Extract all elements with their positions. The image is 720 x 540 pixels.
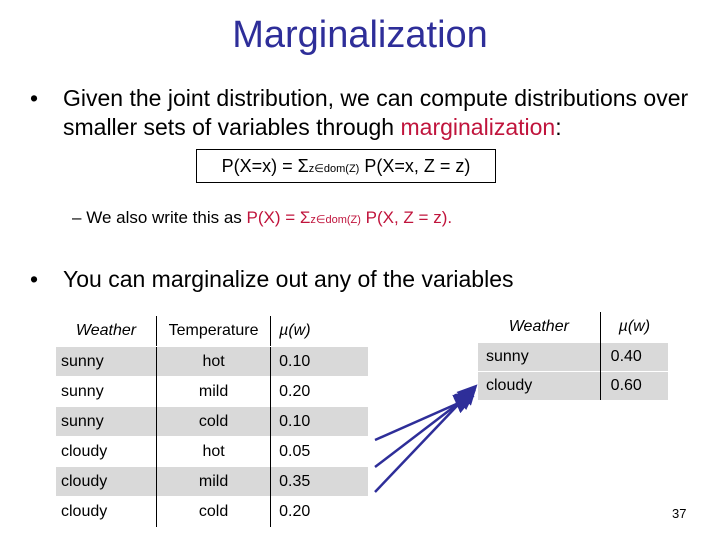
cell-weather: sunny <box>56 407 157 437</box>
marginalization-term: marginalization <box>400 114 556 140</box>
formula-box <box>196 149 496 183</box>
cell-temperature: mild <box>157 467 271 497</box>
table-header-row <box>478 312 668 343</box>
cell-temperature: hot <box>157 347 271 377</box>
cell-weather: sunny <box>56 347 157 377</box>
formula-right: P(X=x, Z = z) <box>359 156 471 176</box>
bullet-text-after: : <box>555 114 562 140</box>
bullet-text: You can marginalize out any of the variables <box>63 266 514 292</box>
bullet-marginalization <box>30 84 690 142</box>
table-row <box>478 343 668 372</box>
cell-weather: cloudy <box>478 372 600 401</box>
sub-formula-right: P(X, Z = z). <box>360 208 453 227</box>
cell-weather: sunny <box>56 377 157 407</box>
bullet-text <box>63 84 690 142</box>
table-row <box>56 407 368 437</box>
cell-probability: 0.60 <box>600 372 668 401</box>
header-weather: Weather <box>508 318 569 335</box>
header-mu: µ(w) <box>600 312 668 343</box>
header-weather: Weather <box>56 316 157 347</box>
sub-bullet <box>72 208 452 228</box>
joint-distribution-table <box>56 316 368 527</box>
sub-formula-subscript: z∈dom(Z) <box>310 214 361 226</box>
table-header-row <box>56 316 368 347</box>
table-row <box>56 467 368 497</box>
bullet-dot: • <box>30 85 39 111</box>
cell-probability: 0.20 <box>271 377 368 407</box>
table-row <box>56 347 368 377</box>
table-row <box>56 497 368 527</box>
cell-probability: 0.10 <box>271 347 368 377</box>
marginal-distribution-table <box>478 312 668 400</box>
table-row <box>478 372 668 401</box>
header-mu: µ(w) <box>271 316 368 347</box>
cell-probability: 0.05 <box>271 437 368 467</box>
formula-subscript: z∈dom(Z) <box>308 163 360 175</box>
arrow-line <box>375 398 470 440</box>
arrow-line <box>375 388 474 492</box>
sub-formula <box>247 208 453 227</box>
sub-text: We also write this as <box>86 208 247 227</box>
cell-weather: cloudy <box>56 437 157 467</box>
header-temperature: Temperature <box>157 316 271 347</box>
table-row <box>56 437 368 467</box>
bullet-dot: • <box>30 266 39 292</box>
cell-weather: cloudy <box>56 467 157 497</box>
table-row <box>56 377 368 407</box>
sub-dash: – <box>72 208 82 227</box>
cell-probability: 0.10 <box>271 407 368 437</box>
cell-probability: 0.35 <box>271 467 368 497</box>
cell-probability: 0.40 <box>600 343 668 372</box>
page-number: 37 <box>672 506 687 521</box>
cell-probability: 0.20 <box>271 497 368 527</box>
sub-formula-left: P(X) = Σ <box>246 208 311 227</box>
cell-temperature: cold <box>157 497 271 527</box>
cell-temperature: cold <box>157 407 271 437</box>
cell-weather: sunny <box>478 343 600 372</box>
bullet-marginalize-any <box>30 265 690 294</box>
slide-title: Marginalization <box>232 14 488 56</box>
formula-left: P(X=x) = Σ <box>221 156 309 176</box>
bullet-text-before: Given the joint distribution, we can compute distributions over smaller sets of variables through <box>63 85 689 140</box>
cell-weather: cloudy <box>56 497 157 527</box>
arrow-line <box>375 393 472 467</box>
cell-temperature: hot <box>157 437 271 467</box>
cell-temperature: mild <box>157 377 271 407</box>
